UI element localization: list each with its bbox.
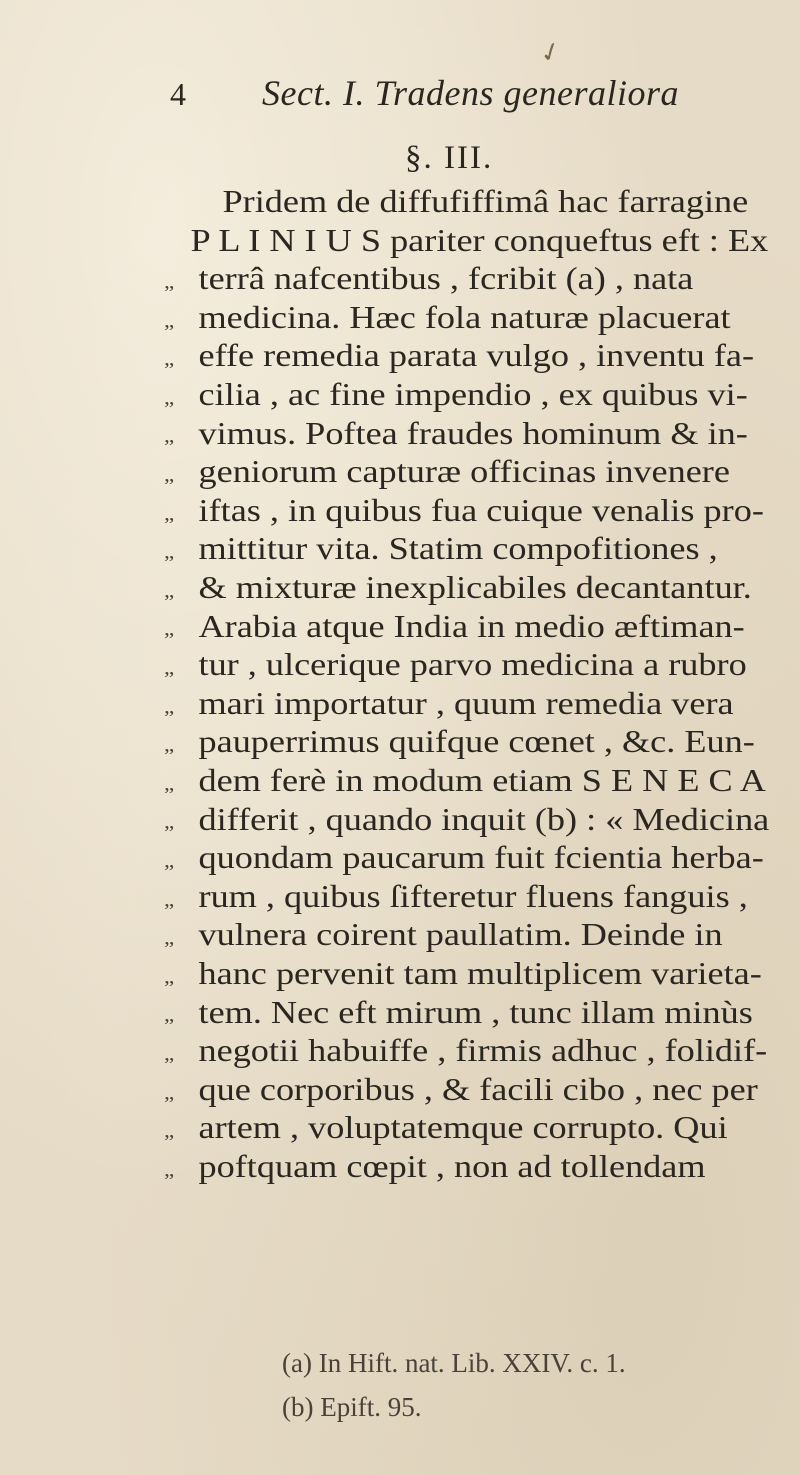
quotation-mark: „ xyxy=(164,1158,175,1181)
line-text: tur , ulcerique parvo medicina a rubro xyxy=(198,647,747,683)
line-text: hanc pervenit tam multiplicem varieta- xyxy=(198,956,762,991)
line-text: tem. Nec eft mirum , tunc illam minùs xyxy=(198,994,753,1030)
page-header xyxy=(0,72,800,132)
quotation-mark: „ xyxy=(164,772,175,795)
line-text: que corporibus , & facili cibo , nec per xyxy=(198,1071,758,1107)
line-text: iftas , in quibus fua cuique venalis pro- xyxy=(198,492,764,528)
text-line xyxy=(164,570,752,606)
quotation-mark: „ xyxy=(164,502,175,525)
line-text: mari importatur , quum remedia vera xyxy=(198,685,734,721)
quotation-mark: „ xyxy=(164,618,175,641)
quotation-mark: „ xyxy=(164,309,175,332)
text-line xyxy=(164,647,747,683)
line-text: artem , voluptatemque corrupto. Qui xyxy=(198,1110,728,1146)
quotation-mark: „ xyxy=(164,849,175,872)
quotation-mark: „ xyxy=(164,348,175,371)
footnote-a: (a) In Hift. nat. Lib. XXIV. c. 1. xyxy=(282,1348,626,1378)
line-text: terrâ nafcentibus , fcribit (a) , nata xyxy=(198,261,694,297)
line-text: poftquam cœpit , non ad tollendam xyxy=(198,1149,706,1184)
text-line xyxy=(164,1033,767,1069)
line-text: vulnera coirent paullatim. Deinde in xyxy=(198,917,723,953)
text-line xyxy=(164,879,748,915)
line-text: negotii habuiffe , firmis adhuc , folidif- xyxy=(198,1033,768,1069)
quotation-mark: „ xyxy=(164,541,175,564)
line-text: mittitur vita. Statim compofitiones , xyxy=(198,531,718,567)
line-text: rum , quibus ſifteretur fluens fanguis , xyxy=(198,878,748,914)
line-text: geniorum capturæ officinas invenere xyxy=(198,454,730,490)
text-line xyxy=(164,338,754,374)
quotation-mark: „ xyxy=(164,425,175,448)
text-line xyxy=(164,995,753,1031)
text-line xyxy=(164,261,693,297)
text-line xyxy=(164,686,734,722)
line-text: differit , quando inquit (b) : « Medicina xyxy=(198,801,770,837)
quotation-mark: „ xyxy=(164,656,175,679)
text-line xyxy=(164,917,723,953)
text-line xyxy=(164,531,718,567)
line-text: effe remedia parata vulgo , inventu fa- xyxy=(198,338,755,374)
quotation-mark: „ xyxy=(164,695,175,718)
marginal-check-mark: ✓ xyxy=(535,35,567,71)
quotation-mark: „ xyxy=(164,386,175,409)
text-line xyxy=(188,184,748,220)
quotation-mark: „ xyxy=(164,1120,175,1143)
line-text: Pridem de diffufiffimâ hac farragine xyxy=(222,184,749,219)
line-text: quondam paucarum fuit fcientia herba- xyxy=(198,840,764,876)
quotation-mark: „ xyxy=(164,463,175,486)
footnote-b: (b) Epift. 95. xyxy=(282,1392,422,1422)
line-text: Arabia atque India in medio æftiman- xyxy=(198,608,745,644)
quotation-mark: „ xyxy=(164,888,175,911)
text-line xyxy=(156,223,768,259)
text-line xyxy=(164,1110,728,1146)
quotation-mark: „ xyxy=(164,1081,175,1104)
line-text: vimus. Poftea fraudes hominum & in- xyxy=(198,415,748,451)
line-text: medicina. Hæc fola naturæ placuerat xyxy=(198,299,731,335)
text-line xyxy=(164,763,766,799)
text-line xyxy=(164,840,764,876)
line-text: pauperrimus quifque cœnet , &c. Eun- xyxy=(198,724,755,760)
line-text: cilia , ac fine impendio , ex quibus vi- xyxy=(198,377,748,412)
section-heading: §. III. xyxy=(405,140,494,176)
text-line xyxy=(164,300,731,336)
quotation-mark: „ xyxy=(164,965,175,988)
text-line xyxy=(164,454,730,490)
page-number: 4 xyxy=(170,76,186,112)
text-line xyxy=(164,1149,706,1185)
quotation-mark: „ xyxy=(164,927,175,950)
line-text: P L I N I U S pariter conqueftus eft : Ex xyxy=(190,222,769,258)
text-line xyxy=(164,493,764,529)
text-line xyxy=(164,416,748,452)
text-line xyxy=(164,377,748,413)
running-head: Sect. I. Tradens generaliora xyxy=(262,73,679,113)
line-text: dem ferè in modum etiam S E N E C A xyxy=(198,763,766,798)
quotation-mark: „ xyxy=(164,1042,175,1065)
quotation-mark: „ xyxy=(164,811,175,834)
text-line xyxy=(164,609,745,645)
text-line xyxy=(164,802,769,838)
quotation-mark: „ xyxy=(164,579,175,602)
quotation-mark: „ xyxy=(164,1004,175,1027)
text-line xyxy=(164,1072,758,1108)
text-line xyxy=(164,724,755,760)
quotation-mark: „ xyxy=(164,270,175,293)
quotation-mark: „ xyxy=(164,734,175,757)
line-text: & mixturæ inexplicabiles decantantur. xyxy=(198,570,752,605)
text-line xyxy=(164,956,762,992)
